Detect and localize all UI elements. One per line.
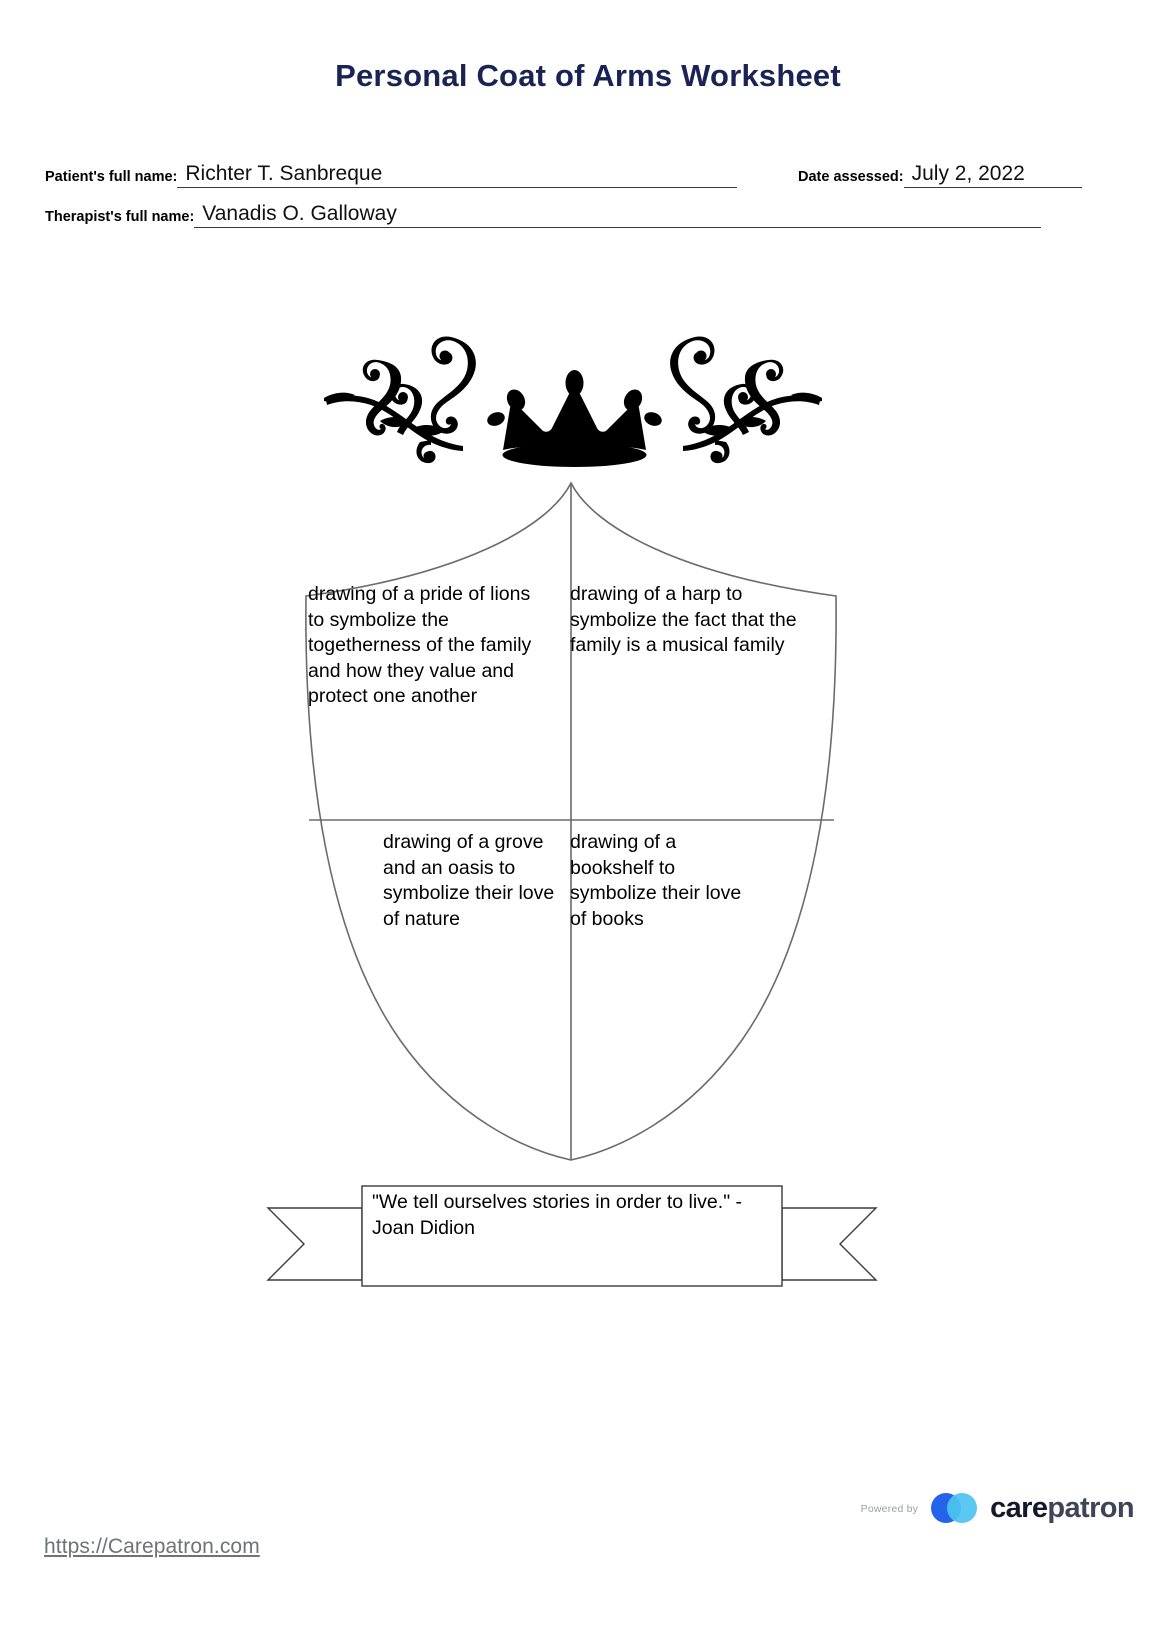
carepatron-wordmark xyxy=(990,1491,1134,1524)
powered-by-label: Powered by xyxy=(860,1503,919,1515)
form-header xyxy=(0,155,1176,240)
date-assessed-label: Date assessed: xyxy=(798,169,904,186)
brand-word-care: care xyxy=(990,1491,1048,1524)
floral-flourish-left-icon xyxy=(324,337,476,464)
shield-quadrant-top-right-text[interactable]: drawing of a harp to symbolize the fact that the family is a musical family xyxy=(570,583,802,656)
coat-of-arms-shield xyxy=(270,470,870,1170)
page-title: Personal Coat of Arms Worksheet xyxy=(335,58,841,93)
date-assessed-input[interactable]: July 2, 2022 xyxy=(904,163,1082,188)
crown-ornament xyxy=(318,312,828,472)
therapist-name-label: Therapist's full name: xyxy=(45,209,195,226)
carepatron-branding xyxy=(861,1485,1134,1531)
shield-quadrant-bottom-left-text[interactable]: drawing of a grove and an oasis to symbolize their love of nature xyxy=(383,831,560,930)
patient-name-field-row xyxy=(45,163,737,188)
crown-icon xyxy=(485,370,663,467)
banner-left-tail xyxy=(268,1208,362,1280)
carepatron-logo-icon xyxy=(928,1492,980,1524)
shield-quadrant-bottom-right-text[interactable]: drawing of a bookshelf to symbolize their love of books xyxy=(570,831,747,930)
therapist-name-field-row xyxy=(45,203,1041,228)
patient-name-input[interactable]: Richter T. Sanbreque xyxy=(177,163,737,188)
carepatron-website-link[interactable]: https://Carepatron.com xyxy=(44,1535,260,1558)
date-assessed-field-row xyxy=(798,163,1082,188)
therapist-name-input[interactable]: Vanadis O. Galloway xyxy=(194,203,1041,228)
banner-motto-text[interactable]: "We tell ourselves stories in order to live." - Joan Didion xyxy=(372,1191,748,1239)
floral-flourish-right-icon xyxy=(670,337,822,464)
motto-banner xyxy=(262,1180,882,1295)
shield-quadrant-top-left-text[interactable]: drawing of a pride of lions to symbolize the togetherness of the family and how they value and protect one another xyxy=(308,583,537,707)
banner-right-tail xyxy=(782,1208,876,1280)
patient-name-label: Patient's full name: xyxy=(45,169,178,186)
brand-word-patron: patron xyxy=(1047,1491,1134,1524)
